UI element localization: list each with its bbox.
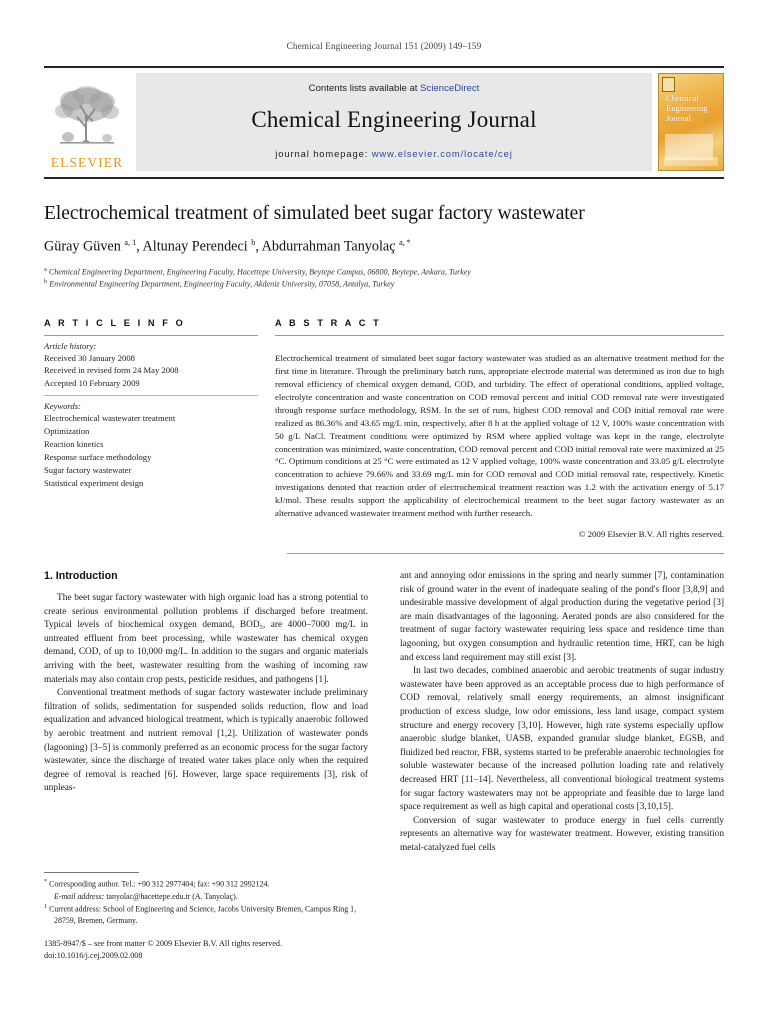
elsevier-wordmark: ELSEVIER [50, 154, 124, 170]
corresponding-author-text: Corresponding author. Tel.: +90 312 2977404; fax: +90 312 2992124. [49, 879, 270, 889]
footnote-mark-asterisk: * [44, 878, 48, 885]
footnote-current-address [44, 903, 368, 926]
paragraph: In last two decades, combined anaerobic and aerobic treatments of sugar industry wastewater have been approved as an acceptable process due to high performance of COD removal, relatively small energy requirements, an almost insignificant production of excess sludge, low odor emissions, less land usage, compact system structure and energy recovery [3,10]. However, high rate systems especially upflow anaerobic sludge blanket, UASB, expanded granular sludge blanket, EGSB, and fluidized bed reactor, FBR, systems started to be preferable anaerobic technologies for soluble wastewater because of the increased pollution loading rate and relatively decreased HRT [11–14]. Nevertheless, all conventional biological treatment systems for sugar factory wastewaters may not be appropriate and feasible due to large land space requirement as well as high capital and operational costs [3,10,15]. [400, 666, 724, 813]
article-body [44, 570, 724, 855]
body-column-right [400, 570, 724, 855]
running-head: Chemical Engineering Journal 151 (2009) 149–159 [286, 41, 482, 51]
article-info-heading: A R T I C L E I N F O [44, 318, 186, 328]
article-history-group [44, 336, 258, 395]
issn-copyright-line: 1385-8947/$ – see front matter © 2009 Elsevier B.V. All rights reserved. [44, 939, 283, 948]
keyword-item: Reaction kinetics [44, 439, 104, 450]
history-item: Accepted 10 February 2009 [44, 377, 140, 388]
info-abstract-region [44, 318, 724, 548]
journal-band [136, 73, 652, 171]
keywords-group [44, 396, 258, 495]
history-item: Received in revised form 24 May 2008 [44, 365, 179, 376]
paragraph: The beet sugar factory wastewater with high organic load has a strong potential to create serious environmental pollution problems if discharged before treatment. Typical levels of biochemical oxygen demand, BOD₅, are 4000–7000 mg/L in untreated effluent from beet processing, while wastewater has chemical oxygen demand, COD, of up to 10,000 mg/L. In addition to the sugars and organic materials arriving with the beet, wastewater resulting from the washing of incoming raw materials may also contain crop pests, pesticide residues, and pathogens [1]. [44, 593, 368, 685]
paragraph: Conventional treatment methods of sugar factory wastewater include preliminary filtration of solids, sedimentation for suspended solids reduction, flow and load equalization and advanced biological treatment, which is typically anaerobic followed by aerobic treatment and nutrient removal [1,2]. Utilization of wastewater ponds (lagooning) [3–5] is commonly preferred as an economic process for the sugar factory wastewater, since the discharge of treated water takes place only when the required degree of removal is reached [6]. However, large space requirements [3], risk of unpleas- [44, 688, 368, 794]
affiliation-a [44, 266, 724, 278]
keyword-item: Statistical experiment design [44, 477, 144, 488]
abstract-copyright: © 2009 Elsevier B.V. All rights reserved. [578, 529, 724, 540]
abstract-text: Electrochemical treatment of simulated beet sugar factory wastewater was studied as an alternative treatment method for the first time in literature. Through the preliminary batch runs, appropriate electrode material was determined as iron due to high removal efficiency of chemical oxygen demand, COD, and turbidity. The effect of operational conditions, applied voltage, electrolyte concentration and waste concentration on COD removal percent and initial COD removal rate were investigated through response surface methodology, RSM. In the set of runs, highest COD removal and COD initial removal rate were realized as 86.36% and 43.65 mg/L min, respectively, after 8 h at the applied voltage of 12 V, 100% waste concentration with 50 g/L NaCl. Treatment conditions were optimized by RSM where applied voltage was kept in the range, electrolyte concentration was minimized, waste concentration, COD removal percent and COD initial removal rate were maximized at 25 °C. Optimum conditions at 25 °C were estimated as 12 V applied voltage, 100% waste concentration and 33.05 g/L electrolyte concentration to achieve 79.66% and 33.69 mg/L min for COD removal and COD initial removal rate, respectively. Kinetic investigations denoted that reaction order of electrochemical treatment reaction was 1.2 with the activation energy of 5.17 kJ/mol. These results support the applicability of electrochemical treatment to the beet sugar factory wastewater as an alternative advanced wastewater treatment method with further research. [275, 352, 724, 519]
article-title-block [44, 203, 724, 290]
journal-cover-thumbnail[interactable] [658, 73, 724, 171]
cover-title: Chemical Engineering Journal [666, 93, 708, 123]
paragraph: Conversion of sugar wastewater to produce energy in fuel cells currently represents an alternative way for wastewater treatment. However, existing transition metal-catalyzed fuel cells [400, 815, 724, 853]
abstract-column [275, 318, 724, 548]
footnote-email [44, 891, 368, 902]
footnote-divider [44, 872, 139, 873]
elsevier-logo [44, 73, 130, 171]
article-info-column [44, 318, 258, 548]
journal-masthead [44, 66, 724, 179]
abstract-rule-bottom [287, 553, 724, 554]
affiliation-mark-b: b [44, 277, 48, 285]
paragraph: ant and annoying odor emissions in the spring and nearly summer [7], contamination risk of ground water in the event of inadequate sealing of the pond's floor [3,8,9] and undesirable massive development of algal production during the vegetative period [3] are main disadvantages of the lagooning. Aerated ponds are also considered for the treatment of sugar factory wastewater requiring less space and residence time than lagooning, but oxygen consumption and hydraulic retention time, HRT, can be high and excess land requirement may still exist [3]. [400, 571, 724, 663]
imprint-block [44, 938, 444, 963]
homepage-label: journal homepage: [275, 148, 372, 159]
footnote-corresponding-author [44, 878, 368, 890]
current-address-text: Current address: School of Engineering and Science, Jacobs University Bremen, Campus Ring 1, 28759, Bremen, Germany. [49, 905, 357, 926]
journal-homepage-line [275, 148, 512, 159]
keywords-label: Keywords: [44, 401, 81, 412]
contents-available-line [309, 83, 480, 94]
email-label: E-mail address: [54, 892, 105, 901]
abstract-heading: A B S T R A C T [275, 318, 382, 328]
abstract-rule-top [275, 335, 724, 336]
cover-footer-band [664, 157, 718, 166]
affiliation-mark-a: a [44, 265, 47, 273]
section-heading-introduction: 1. Introduction [44, 570, 118, 582]
history-item: Received 30 January 2008 [44, 353, 135, 363]
elsevier-tree-icon [50, 81, 124, 155]
homepage-url-link[interactable]: www.elsevier.com/locate/cej [371, 148, 513, 159]
page-title: Electrochemical treatment of simulated beet sugar factory wastewater [44, 203, 585, 224]
affiliation-b-text: Environmental Engineering Department, Engineering Faculty, Akdeniz University, 07058, Antalya, Turkey [49, 279, 395, 289]
footnote-mark-one: 1 [44, 903, 48, 911]
keyword-item: Sugar factory wastewater [44, 464, 132, 475]
footnotes [44, 872, 368, 928]
cover-publisher-mark [662, 77, 675, 92]
sciencedirect-link[interactable]: ScienceDirect [420, 83, 480, 94]
affiliation-a-text: Chemical Engineering Department, Engineering Faculty, Hacettepe University, Beytepe Campus, 06800, Beytepe, Ankara, Turkey [48, 267, 472, 277]
author-list: Güray Güven $^{a, 1}$, Altunay Perendeci $^b$, Abdurrahman Tanyolaç $^{a, *}$ [44, 238, 411, 255]
body-column-left [44, 570, 368, 855]
article-history-label: Article history: [44, 341, 97, 351]
email-address[interactable]: tanyolac@hacettepe.edu.tr (A. Tanyolaç). [106, 892, 238, 901]
keyword-item: Optimization [44, 426, 90, 437]
journal-title: Chemical Engineering Journal [251, 107, 537, 132]
contents-prefix: Contents lists available at [308, 83, 421, 94]
doi-line[interactable]: doi:10.1016/j.cej.2009.02.008 [44, 951, 143, 961]
keyword-item: Electrochemical wastewater treatment [44, 413, 176, 424]
affiliation-b [44, 278, 724, 290]
keyword-item: Response surface methodology [44, 452, 152, 463]
